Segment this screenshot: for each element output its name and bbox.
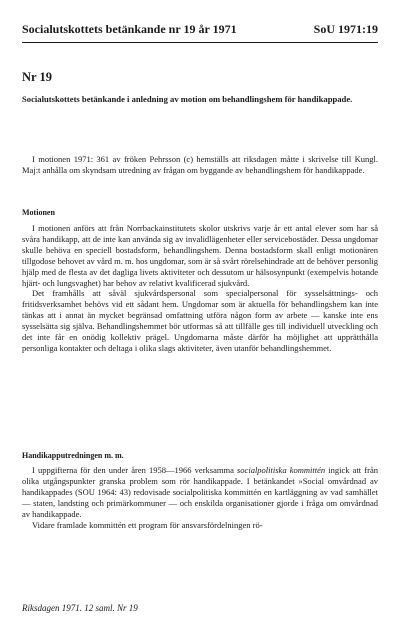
section-body-handikapputredningen xyxy=(22,465,378,530)
page-header xyxy=(22,22,378,38)
header-title: Socialutskottets betänkande nr 19 år 1971 xyxy=(22,22,237,36)
section-body-motionen xyxy=(22,223,378,354)
document-title: Socialutskottets betänkande i anledning av motion om behandlingshem för handikappade. xyxy=(22,94,353,104)
header-reference: SoU 1971:19 xyxy=(313,22,378,36)
section-heading-motionen: Motionen xyxy=(22,208,55,217)
paragraph-text: ingick att från olika utgångspunkter granska problem som rör handikappade. I betänkandet »Social omvårdnad av handikappades (SOU 1964: 43) redovisade socialpolitiska kommittén en kartläggning av vad samhället — staten, landsting och primärkommuner — och enskilda organisationer gjorde i fråga om omvårdnad av handikappade. xyxy=(22,465,378,519)
body-paragraph xyxy=(22,465,378,520)
body-paragraph: Vidare framlade kommittén ett program för ansvarsfördelningen rö- xyxy=(32,519,263,530)
paragraph-text: I uppgifterna för den under åren 1958—1966 verksamma xyxy=(32,465,237,475)
header-rule xyxy=(22,42,378,43)
intro-paragraph: I motionen 1971: 361 av fröken Pehrsson (c) hemställs att riksdagen måtte i skrivelse till Kungl. Maj:t anhålla om skyndsam utredning av frågan om byggande av behandlingshem för handikappade. xyxy=(22,154,378,175)
body-paragraph: I motionen anförs att från Norrbackainstitutets skolor utskrivs varje år ett antal elever som har så svåra handikapp, att de inte kan använda sig av invalidlägenheter eller servicebostäder. Dessa ungdomar skulle behöva en speciell bostadsform, behandlingshem. Denna bostadsform skall enligt motionären tillgodose behovet av vård m. m. hos ungdomar, som är så svårt rörelsehindrade att de behöver personlig hjälp med de flesta av det dagliga livets aktiviteter och dessutom ur hälsosynpunkt (exempelvis hotande hjärt- och lungsvaghet) har behov av relativt kvalificerad sjukvård. xyxy=(22,223,378,288)
section-heading-handikapputredningen: Handikapputredningen m. m. xyxy=(22,451,124,460)
body-paragraph: Det framhålls att såväl sjukvårdspersonal som specialpersonal för sysselsättnings- och fritidsverksamhet behövs vid ett sådant hem. Ungdomar som är aktuella för behandlingshem kan inte tänkas att i annat än mycket begränsad omfattning utföra någon form av arbete — kanske inte ens sysselsätta sig själva. Behandlingshemmet bör utformas så att tillfälle ges till individuell utveckling och det inte får en onödig kollektiv prägel. Ungdomarna måste därför ha möjlighet att upprätthålla personliga kontakter och deltaga i olika slags aktiviteter, även utanför behandlingshemmet. xyxy=(22,288,378,353)
page-footer: Riksdagen 1971. 12 saml. Nr 19 xyxy=(22,603,138,613)
italic-term: socialpolitiska kommittén xyxy=(237,465,326,475)
document-number: Nr 19 xyxy=(22,70,52,84)
